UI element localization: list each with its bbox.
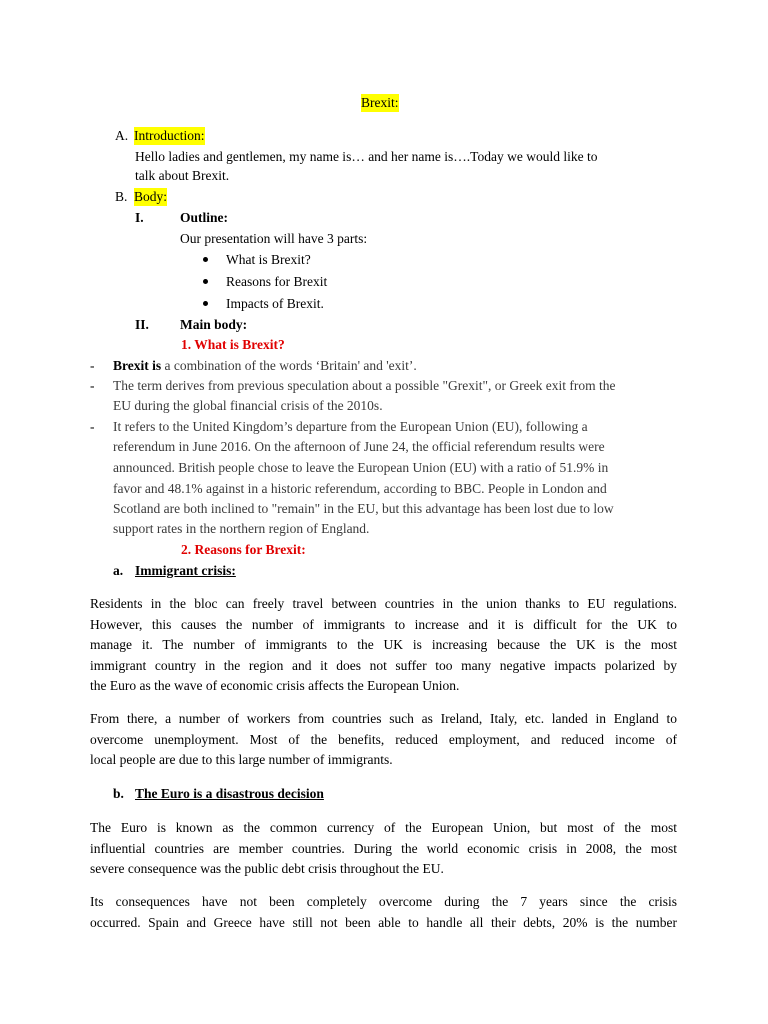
paragraph-line: The Euro is known as the common currency of the European Union, but most of the most [90, 820, 677, 835]
main-body-number: II. [135, 317, 149, 332]
term-line-2: EU during the global financial crisis of the 2010s. [113, 398, 383, 413]
outline-item-3: Impacts of Brexit. [226, 296, 324, 311]
section-a-label: A. [115, 128, 129, 143]
brexit-is-bold: Brexit is [113, 358, 162, 373]
paragraph-line: the Euro as the wave of economic crisis affects the European Union. [90, 678, 460, 693]
dash-icon: - [90, 419, 95, 434]
paragraph-line: manage it. The number of immigrants to the UK is increasing because the UK is the most [90, 637, 677, 652]
brexit-definition [113, 357, 417, 375]
subheading-what-is-brexit: 1. What is Brexit? [181, 337, 285, 352]
section-b-label: B. [115, 189, 128, 204]
paragraph-line: From there, a number of workers from countries such as Ireland, Italy, etc. landed in England to [90, 711, 677, 726]
outline-title: Outline: [180, 210, 229, 225]
paragraph-line: local people are due to this large number of immigrants. [90, 752, 393, 767]
departure-line-5: Scotland are both inclined to "remain" in the EU, but this advantage has been lost due to low [113, 501, 614, 516]
reason-b-title: The Euro is a disastrous decision [135, 786, 324, 801]
outline-number: I. [135, 210, 144, 225]
subheading-reasons: 2. Reasons for Brexit: [181, 542, 306, 557]
bullet-icon [203, 257, 208, 262]
bullet-icon [203, 279, 208, 284]
euro-paragraph-2 [90, 892, 677, 933]
dash-icon: - [90, 358, 95, 373]
dash-icon: - [90, 378, 95, 393]
term-line-1: The term derives from previous speculation about a possible "Grexit", or Greek exit from the [113, 378, 616, 393]
departure-line-3: announced. British people chose to leave the European Union (EU) with a ratio of 51.9% in [113, 460, 609, 475]
reason-b-label: b. [113, 786, 124, 801]
paragraph-line: However, this causes the number of immigrants to increase and it is difficult for the UK to [90, 616, 677, 632]
brexit-definition-rest: a combination of the words ‘Britain' and 'exit’. [161, 358, 417, 373]
departure-line-2: referendum in June 2016. On the afternoon of June 24, the official referendum results were [113, 439, 605, 454]
departure-line-4: favor and 48.1% against in a historic referendum, according to BBC. People in London and [113, 481, 607, 496]
section-b-title: Body: [134, 189, 168, 204]
outline-item-2: Reasons for Brexit [226, 274, 328, 289]
paragraph-line: Residents in the bloc can freely travel between countries in the union thanks to EU regulations. [90, 596, 677, 611]
section-a-title: Introduction: [134, 128, 205, 143]
outline-item-1: What is Brexit? [226, 252, 311, 267]
intro-line-1: Hello ladies and gentlemen, my name is… and her name is….Today we would like to [135, 149, 598, 164]
paragraph-line: Its consequences have not been completely overcome during the 7 years since the crisis [90, 894, 677, 909]
departure-line-6: support rates in the northern region of England. [113, 521, 370, 536]
paragraph-line: overcome unemployment. Most of the benefits, reduced employment, and reduced income of [90, 731, 677, 747]
outline-lead: Our presentation will have 3 parts: [180, 231, 368, 246]
main-body-title: Main body: [180, 317, 248, 332]
immigrant-paragraph-1 [90, 594, 677, 697]
paragraph-line: occurred. Spain and Greece have still not been able to handle all their debts, 20% is the number [90, 914, 677, 930]
paragraph-line: influential countries are member countries. During the world economic crisis in 2008, the most [90, 840, 677, 856]
paragraph-line: severe consequence was the public debt crisis throughout the EU. [90, 861, 444, 876]
reason-a-label: a. [113, 563, 124, 578]
euro-paragraph-1 [90, 818, 677, 880]
immigrant-paragraph-2 [90, 709, 677, 771]
reason-a-title: Immigrant crisis: [135, 563, 236, 578]
document-title: Brexit: [361, 95, 399, 110]
departure-line-1: It refers to the United Kingdom’s departure from the European Union (EU), following a [113, 419, 588, 434]
intro-line-2: talk about Brexit. [135, 168, 230, 183]
paragraph-line: immigrant country in the region and it does not suffer too many negative impacts polarized by [90, 657, 677, 673]
bullet-icon [203, 301, 208, 306]
